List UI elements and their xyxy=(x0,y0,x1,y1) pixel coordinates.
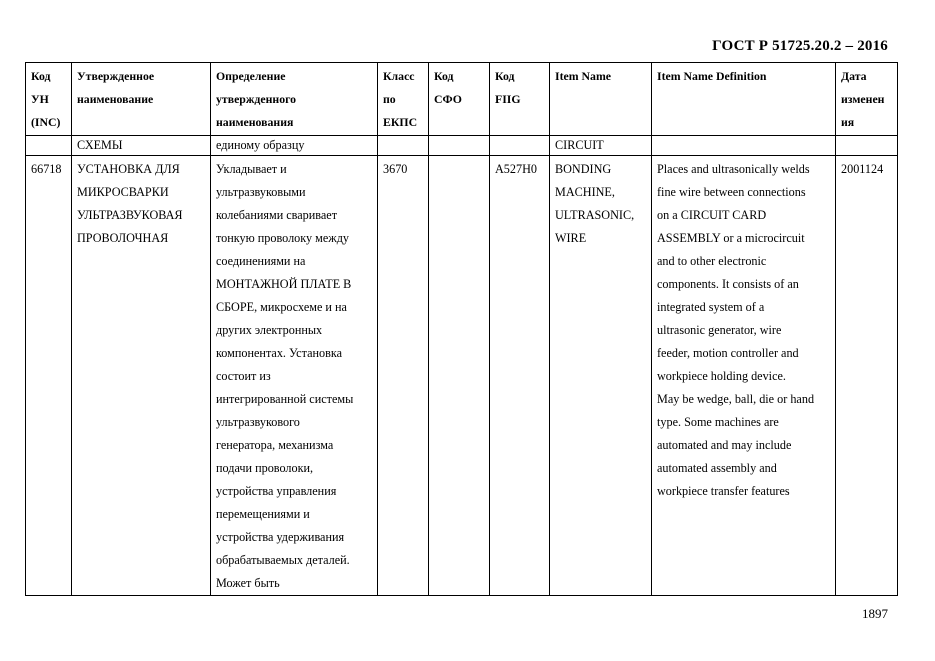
header-change-date: Дата изменен ия xyxy=(836,63,898,136)
cell-sfo xyxy=(429,136,490,156)
classification-table xyxy=(25,62,898,596)
cell-fiig: A527H0 xyxy=(490,156,550,596)
cell-approved-name: УСТАНОВКА ДЛЯ МИКРОСВАРКИ УЛЬТРАЗВУКОВАЯ ПРОВОЛОЧНАЯ xyxy=(72,156,211,596)
cell-item-name: BONDING MACHINE, ULTRASONIC, WIRE xyxy=(550,156,652,596)
cell-definition: единому образцу xyxy=(211,136,378,156)
cell-class xyxy=(378,136,429,156)
cell-item-definition: Places and ultrasonically welds fine wire between connections on a CIRCUIT CARD ASSEMBLY or a microcircuit and to other electronic components. It consists of an integrated system of a ultrasonic generator, wire feeder, motion controller and workpiece holding device. May be wedge, ball, die or hand type. Some machines are automated and may include automated assembly and workpiece transfer features xyxy=(652,156,836,596)
header-item-definition: Item Name Definition xyxy=(652,63,836,136)
cell-class: 3670 xyxy=(378,156,429,596)
cell-item-name: CIRCUIT xyxy=(550,136,652,156)
cell-sfo xyxy=(429,156,490,596)
document-header: ГОСТ Р 51725.20.2 – 2016 xyxy=(712,38,888,54)
cell-inc: 66718 xyxy=(26,156,72,596)
cell-inc xyxy=(26,136,72,156)
table-row-continuation xyxy=(26,136,898,156)
header-sfo-code: Код СФО xyxy=(429,63,490,136)
cell-item-definition xyxy=(652,136,836,156)
table-row xyxy=(26,156,898,596)
cell-definition: Укладывает и ультразвуковыми колебаниями сваривает тонкую проволоку между соединениями на МОНТАЖНОЙ ПЛАТЕ В СБОРЕ, микросхеме и на других электронных компонентах. Установка состоит из интегрированной системы ультразвукового генератора, механизма подачи проволоки, устройства управления перемещениями и устройства удерживания обрабатываемых деталей. Может быть xyxy=(211,156,378,596)
cell-date xyxy=(836,136,898,156)
page-number: 1897 xyxy=(862,606,888,621)
header-definition: Определение утвержденного наименования xyxy=(211,63,378,136)
header-fiig-code: Код FIIG xyxy=(490,63,550,136)
header-inc-code: Код УН (INC) xyxy=(26,63,72,136)
header-class: Класс по ЕКПС xyxy=(378,63,429,136)
cell-fiig xyxy=(490,136,550,156)
cell-approved-name: СХЕМЫ xyxy=(72,136,211,156)
header-approved-name: Утвержденное наименование xyxy=(72,63,211,136)
cell-date: 2001124 xyxy=(836,156,898,596)
header-item-name: Item Name xyxy=(550,63,652,136)
table-header-row xyxy=(26,63,898,136)
